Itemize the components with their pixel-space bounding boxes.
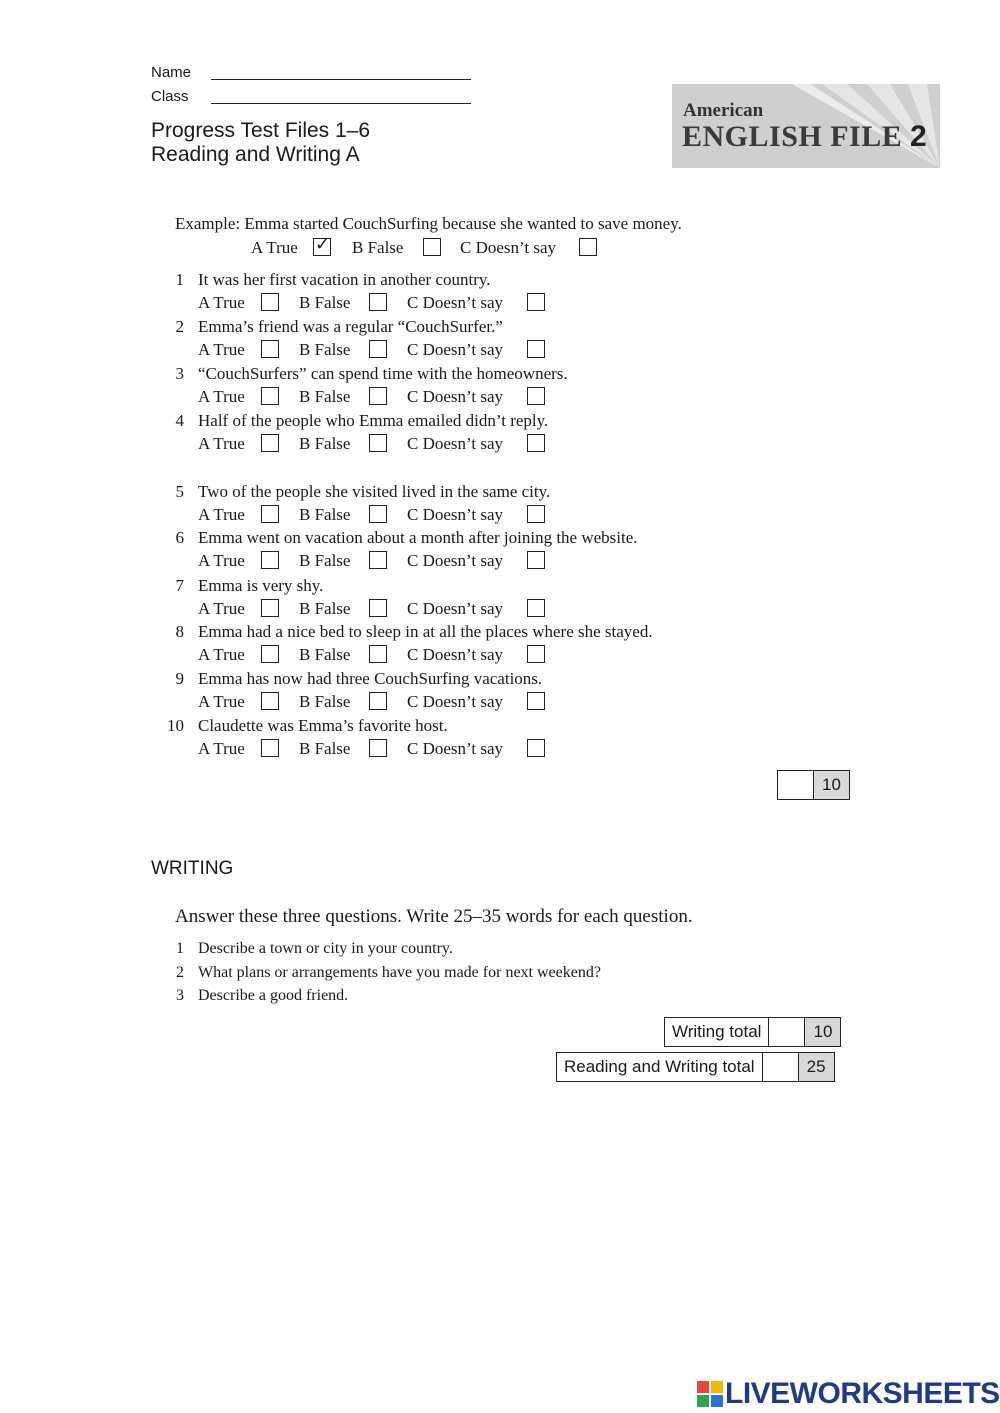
checkbox-a[interactable] xyxy=(261,692,279,710)
overall-total-box xyxy=(556,1052,835,1082)
option-a-label: A True xyxy=(198,505,245,524)
option-c-label: C Doesn’t say xyxy=(407,387,504,406)
checkbox-b[interactable] xyxy=(369,599,387,617)
option-b-label: B False xyxy=(299,293,351,312)
example-checkbox-c[interactable] xyxy=(579,238,597,256)
class-field xyxy=(151,88,211,105)
name-line[interactable] xyxy=(211,79,471,80)
reading-score-max: 10 xyxy=(814,771,849,799)
option-a-label: A True xyxy=(198,387,245,406)
question-text: Emma had a nice bed to sleep in at all the places where she stayed. xyxy=(198,622,653,641)
brand-grid-icon xyxy=(697,1381,723,1407)
question-text: Half of the people who Emma emailed didn’t reply. xyxy=(198,411,549,430)
checkbox-c[interactable] xyxy=(527,293,545,311)
checkbox-c[interactable] xyxy=(527,340,545,358)
option-b-label: B False xyxy=(299,340,351,359)
example-checkbox-a[interactable] xyxy=(313,234,331,256)
checkbox-a[interactable] xyxy=(261,434,279,452)
logo-line2: ENGLISH FILE xyxy=(682,120,903,153)
checkbox-a[interactable] xyxy=(261,293,279,311)
writing-total-label: Writing total xyxy=(665,1018,769,1046)
checkbox-a[interactable] xyxy=(261,505,279,523)
checkbox-b[interactable] xyxy=(369,551,387,569)
question-number: 8 xyxy=(175,622,184,641)
option-c-label: C Doesn’t say xyxy=(407,692,504,711)
option-c-label: C Doesn’t say xyxy=(407,551,504,570)
option-a-label: A True xyxy=(198,434,245,453)
option-b-label: B False xyxy=(299,599,351,618)
question-number: 1 xyxy=(175,270,184,289)
example-text: Example: Emma started CouchSurfing because she wanted to save money. xyxy=(175,214,682,233)
checkbox-b[interactable] xyxy=(369,387,387,405)
writing-total-input[interactable] xyxy=(769,1018,805,1046)
question-number: 4 xyxy=(175,411,184,430)
class-line[interactable] xyxy=(211,103,471,104)
checkbox-a[interactable] xyxy=(261,340,279,358)
option-a-label: A True xyxy=(198,340,245,359)
example-checkbox-b[interactable] xyxy=(423,238,441,256)
checkbox-c[interactable] xyxy=(527,645,545,663)
option-b-label: B False xyxy=(299,387,351,406)
checkbox-a[interactable] xyxy=(261,387,279,405)
option-c-label: C Doesn’t say xyxy=(407,645,504,664)
checkbox-b[interactable] xyxy=(369,692,387,710)
brand-wordmark: LIVEWORKSHEETS xyxy=(725,1377,1000,1410)
option-c-label: C Doesn’t say xyxy=(407,599,504,618)
page-title: Progress Test Files 1–6 xyxy=(151,119,371,142)
option-a-label: A True xyxy=(251,238,298,257)
checkbox-a[interactable] xyxy=(261,739,279,757)
question-number: 3 xyxy=(176,987,184,1004)
checkbox-b[interactable] xyxy=(369,645,387,663)
question-number: 10 xyxy=(167,716,184,735)
overall-total-input[interactable] xyxy=(763,1053,799,1081)
question-text: What plans or arrangements have you made for next weekend? xyxy=(198,964,601,981)
liveworksheets-logo xyxy=(697,1377,1000,1411)
name-label: Name xyxy=(151,64,192,81)
question-text: It was her first vacation in another country. xyxy=(198,270,491,289)
question-text: Emma has now had three CouchSurfing vacations. xyxy=(198,669,543,688)
question-number: 9 xyxy=(175,669,184,688)
writing-total-box xyxy=(664,1017,841,1047)
checkbox-b[interactable] xyxy=(369,293,387,311)
checkbox-a[interactable] xyxy=(261,599,279,617)
question-text: Emma’s friend was a regular “CouchSurfer.” xyxy=(198,317,503,336)
checkbox-a[interactable] xyxy=(261,551,279,569)
option-c-label: C Doesn’t say xyxy=(407,340,504,359)
option-b-label: B False xyxy=(299,645,351,664)
question-text: Describe a town or city in your country. xyxy=(198,940,453,957)
checkbox-c[interactable] xyxy=(527,599,545,617)
option-a-label: A True xyxy=(198,293,245,312)
option-c-label: C Doesn’t say xyxy=(460,238,557,257)
writing-heading: WRITING xyxy=(151,858,234,879)
option-c-label: C Doesn’t say xyxy=(407,739,504,758)
checkbox-b[interactable] xyxy=(369,434,387,452)
writing-total-max: 10 xyxy=(805,1018,840,1046)
reading-score-box xyxy=(777,770,850,800)
question-number: 2 xyxy=(175,317,184,336)
checkbox-c[interactable] xyxy=(527,739,545,757)
question-number: 2 xyxy=(176,964,184,981)
question-text: Emma went on vacation about a month after joining the website. xyxy=(198,528,638,547)
option-c-label: C Doesn’t say xyxy=(407,434,504,453)
question-number: 1 xyxy=(176,940,184,957)
checkbox-b[interactable] xyxy=(369,739,387,757)
question-text: Claudette was Emma’s favorite host. xyxy=(198,716,448,735)
option-b-label: B False xyxy=(299,434,351,453)
checkbox-b[interactable] xyxy=(369,340,387,358)
option-a-label: A True xyxy=(198,739,245,758)
option-b-label: B False xyxy=(299,505,351,524)
checkbox-c[interactable] xyxy=(527,434,545,452)
question-number: 6 xyxy=(175,528,184,547)
class-label: Class xyxy=(151,88,189,105)
logo-line1: American xyxy=(683,100,764,121)
logo-number: 2 xyxy=(910,120,927,153)
name-field xyxy=(151,64,211,81)
option-b-label: B False xyxy=(352,238,404,257)
option-b-label: B False xyxy=(299,739,351,758)
option-a-label: A True xyxy=(198,551,245,570)
option-b-label: B False xyxy=(299,551,351,570)
checkbox-a[interactable] xyxy=(261,645,279,663)
overall-total-max: 25 xyxy=(799,1053,834,1081)
option-a-label: A True xyxy=(198,599,245,618)
option-c-label: C Doesn’t say xyxy=(407,505,504,524)
check-icon: ✓ xyxy=(315,234,331,255)
option-c-label: C Doesn’t say xyxy=(407,293,504,312)
page-subtitle: Reading and Writing A xyxy=(151,143,360,166)
question-text: Two of the people she visited lived in the same city. xyxy=(198,482,551,501)
question-number: 7 xyxy=(175,576,184,595)
question-text: Emma is very shy. xyxy=(198,576,324,595)
checkbox-c[interactable] xyxy=(527,551,545,569)
checkbox-c[interactable] xyxy=(527,387,545,405)
question-text: “CouchSurfers” can spend time with the homeowners. xyxy=(198,364,568,383)
question-number: 3 xyxy=(175,364,184,383)
american-english-file-logo xyxy=(672,84,940,168)
question-text: Describe a good friend. xyxy=(198,987,349,1004)
writing-instruction: Answer these three questions. Write 25–35 words for each question. xyxy=(175,906,693,927)
option-a-label: A True xyxy=(198,692,245,711)
checkbox-b[interactable] xyxy=(369,505,387,523)
overall-total-label: Reading and Writing total xyxy=(557,1053,763,1081)
checkbox-c[interactable] xyxy=(527,505,545,523)
question-number: 5 xyxy=(175,482,184,501)
option-a-label: A True xyxy=(198,645,245,664)
option-b-label: B False xyxy=(299,692,351,711)
checkbox-c[interactable] xyxy=(527,692,545,710)
reading-score-input[interactable] xyxy=(778,771,814,799)
